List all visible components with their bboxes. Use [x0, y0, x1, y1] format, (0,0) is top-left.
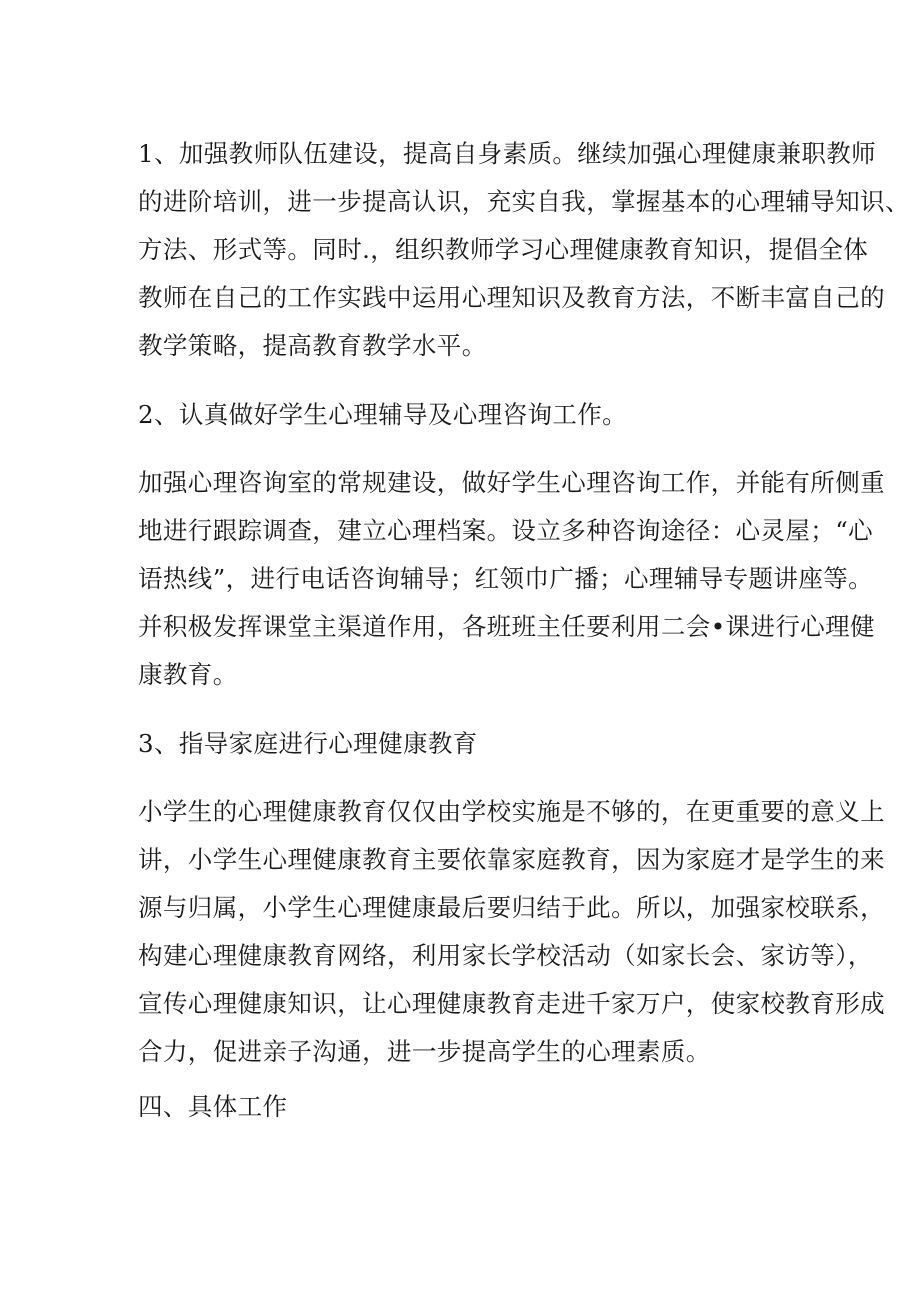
- section-heading-2: 2、认真做好学生心理辅导及心理咨询工作。: [138, 400, 628, 429]
- paragraph-3-line-3: 源与归属，小学生心理健康最后要归结于此。所以，加强家校联系，: [138, 893, 885, 922]
- paragraph-1-line-5: 教学策略，提高教育教学水平。: [138, 331, 487, 360]
- paragraph-2-line-3: 语热线”，进行电话咨询辅导；红领巾广播；心理辅导专题讲座等。: [138, 564, 874, 593]
- paragraph-3-line-6: 合力，促进亲子沟通，进一步提高学生的心理素质。: [138, 1037, 711, 1066]
- section-heading-4: 四、具体工作: [138, 1092, 288, 1121]
- paragraph-3-line-5: 宣传心理健康知识，让心理健康教育走进千家万户，使家校教育形成: [138, 989, 885, 1018]
- paragraph-3-line-4: 构建心理健康教育网络，利用家长学校活动（如家长会、家访等），: [138, 941, 873, 970]
- paragraph-3-line-2: 讲，小学生心理健康教育主要依靠家庭教育，因为家庭才是学生的来: [138, 845, 885, 874]
- paragraph-1-line-4: 教师在自己的工作实践中运用心理知识及教育方法，不断丰富自己的: [138, 283, 885, 312]
- section-heading-3: 3、指导家庭进行心理健康教育: [138, 729, 478, 758]
- paragraph-2-line-1: 加强心理咨询室的常规建设，做好学生心理咨询工作，并能有所侧重: [138, 468, 885, 497]
- paragraph-2-line-5: 康教育。: [138, 660, 238, 689]
- paragraph-3-line-1: 小学生的心理健康教育仅仅由学校实施是不够的，在更重要的意义上: [138, 797, 885, 826]
- paragraph-1-line-3: 方法、形式等。同时.，组织教师学习心理健康教育知识，提倡全体: [138, 235, 869, 264]
- paragraph-1-line-1: 1、加强教师队伍建设，提高自身素质。继续加强心理健康兼职教师: [138, 139, 877, 168]
- paragraph-2-line-2: 地进行跟踪调查，建立心理档案。设立多种咨询途径：心灵屋；“心: [138, 516, 874, 545]
- paragraph-1-line-2: 的进阶培训，进一步提高认识，充实自我，掌握基本的心理辅导知识、: [138, 187, 910, 216]
- paragraph-2-line-4: 并积极发挥课堂主渠道作用，各班班主任要利用二会•课进行心理健: [138, 612, 875, 641]
